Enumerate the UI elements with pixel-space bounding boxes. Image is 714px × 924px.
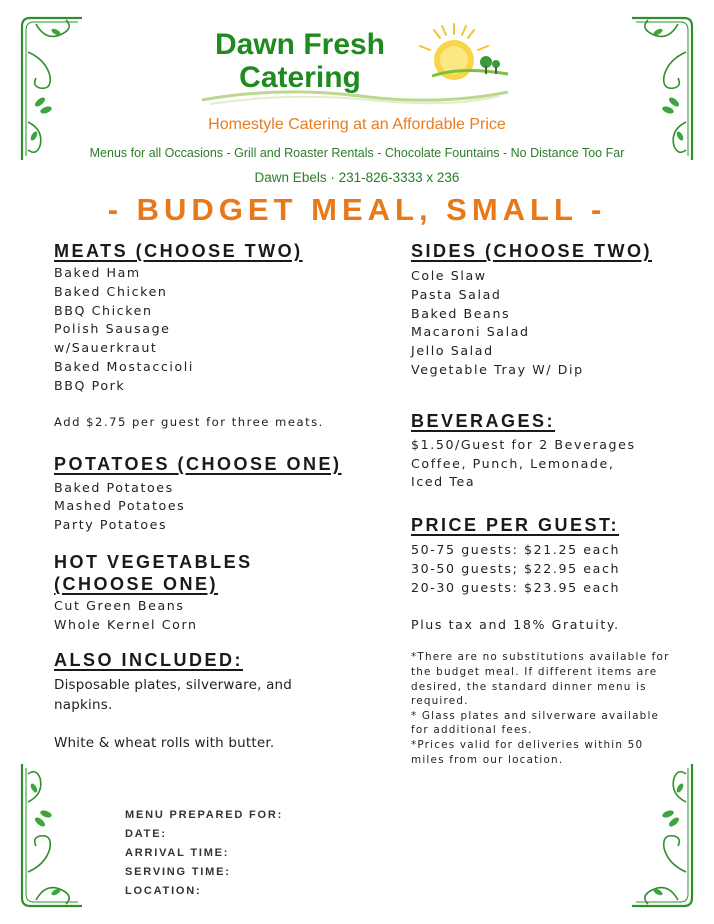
list-item: Mashed Potatoes bbox=[54, 498, 186, 514]
list-item: Iced Tea bbox=[411, 474, 476, 490]
included-line-2: White & wheat rolls with butter. bbox=[54, 734, 275, 751]
vegetables-heading-line-1: HOT VEGETABLES bbox=[54, 551, 253, 572]
brand-line-1: Dawn Fresh bbox=[214, 28, 386, 61]
list-item: Baked Ham bbox=[54, 265, 141, 280]
list-item: BBQ Chicken bbox=[54, 302, 153, 318]
list-item: $1.50/Guest for 2 Beverages bbox=[411, 436, 636, 452]
arrival-time-label: ARRIVAL TIME: bbox=[125, 847, 230, 859]
corner-ornament-bottom-right bbox=[628, 762, 698, 912]
footnote: *Prices valid for deliveries within 50 miles from our location. bbox=[411, 738, 644, 766]
page-title: - BUDGET MEAL, SMALL - bbox=[107, 192, 607, 227]
location-label: LOCATION: bbox=[125, 885, 202, 897]
sides-heading: SIDES (CHOOSE TWO) bbox=[411, 241, 653, 261]
list-item: Baked Potatoes bbox=[54, 479, 174, 495]
swoosh-decoration-icon bbox=[200, 84, 510, 108]
potatoes-heading: POTATOES (CHOOSE ONE) bbox=[54, 453, 342, 474]
prepared-for-label: MENU PREPARED FOR: bbox=[125, 809, 284, 821]
price-heading: PRICE PER GUEST: bbox=[411, 515, 620, 536]
list-item: Coffee, Punch, Lemonade, bbox=[411, 455, 615, 471]
brand-line-2: Catering bbox=[239, 61, 361, 94]
list-item: Baked Chicken bbox=[54, 283, 168, 299]
potatoes-section bbox=[54, 453, 354, 535]
list-item: Macaroni Salad bbox=[411, 324, 530, 340]
list-item: Jello Salad bbox=[411, 343, 494, 359]
included-line-1: Disposable plates, silverware, and napkins. bbox=[54, 676, 293, 713]
list-item: Vegetable Tray W/ Dip bbox=[411, 361, 584, 377]
tax-note: Plus tax and 18% Gratuity. bbox=[411, 616, 620, 632]
price-row: 30-50 guests; $22.95 each bbox=[411, 560, 621, 576]
left-column bbox=[54, 240, 354, 753]
list-item: Polish Sausage bbox=[54, 321, 171, 337]
beverages-section bbox=[411, 410, 696, 492]
list-item: w/Sauerkraut bbox=[54, 340, 158, 356]
price-row: 20-30 guests: $23.95 each bbox=[411, 579, 621, 595]
list-item: Cole Slaw bbox=[411, 268, 487, 283]
list-item: Cut Green Beans bbox=[54, 597, 185, 613]
meats-heading: MEATS (CHOOSE TWO) bbox=[54, 241, 303, 261]
footnote: *There are no substitutions available for the budget meal. If different items are desired, the standard dinner menu is required. bbox=[411, 651, 670, 708]
right-column bbox=[411, 240, 696, 767]
menu-prepared-for-block bbox=[125, 806, 375, 901]
sides-section bbox=[411, 240, 696, 380]
list-item: Baked Mostaccioli bbox=[54, 358, 194, 374]
price-row: 50-75 guests: $21.25 each bbox=[411, 542, 621, 558]
tagline: Homestyle Catering at an Affordable Price bbox=[208, 116, 506, 133]
vegetables-section bbox=[54, 551, 354, 635]
price-section bbox=[411, 514, 696, 634]
services-line: Menus for all Occasions - Grill and Roaster Rentals - Chocolate Fountains - No Distance Too Far bbox=[89, 146, 625, 160]
header bbox=[0, 0, 714, 227]
vine-ornament-icon bbox=[16, 762, 86, 912]
date-label: DATE: bbox=[125, 828, 167, 840]
included-heading: ALSO INCLUDED: bbox=[54, 649, 243, 670]
list-item: Party Potatoes bbox=[54, 517, 168, 533]
serving-time-label: SERVING TIME: bbox=[125, 866, 231, 878]
vegetables-heading-line-2: (CHOOSE ONE) bbox=[54, 573, 219, 594]
list-item: Pasta Salad bbox=[411, 286, 502, 302]
footnotes bbox=[411, 650, 676, 767]
included-section bbox=[54, 649, 354, 753]
sun-logo-icon bbox=[412, 20, 512, 90]
meats-note: Add $2.75 per guest for three meats. bbox=[54, 414, 324, 429]
meats-section bbox=[54, 240, 354, 431]
beverages-heading: BEVERAGES: bbox=[411, 410, 556, 431]
list-item: Whole Kernel Corn bbox=[54, 616, 198, 632]
contact-line: Dawn Ebels · 231-826-3333 x 236 bbox=[254, 170, 460, 185]
corner-ornament-bottom-left bbox=[16, 762, 86, 912]
footnote: * Glass plates and silverware available for additional fees. bbox=[411, 709, 660, 737]
list-item: Baked Beans bbox=[411, 305, 511, 321]
list-item: BBQ Pork bbox=[54, 377, 126, 393]
vine-ornament-icon bbox=[628, 762, 698, 912]
